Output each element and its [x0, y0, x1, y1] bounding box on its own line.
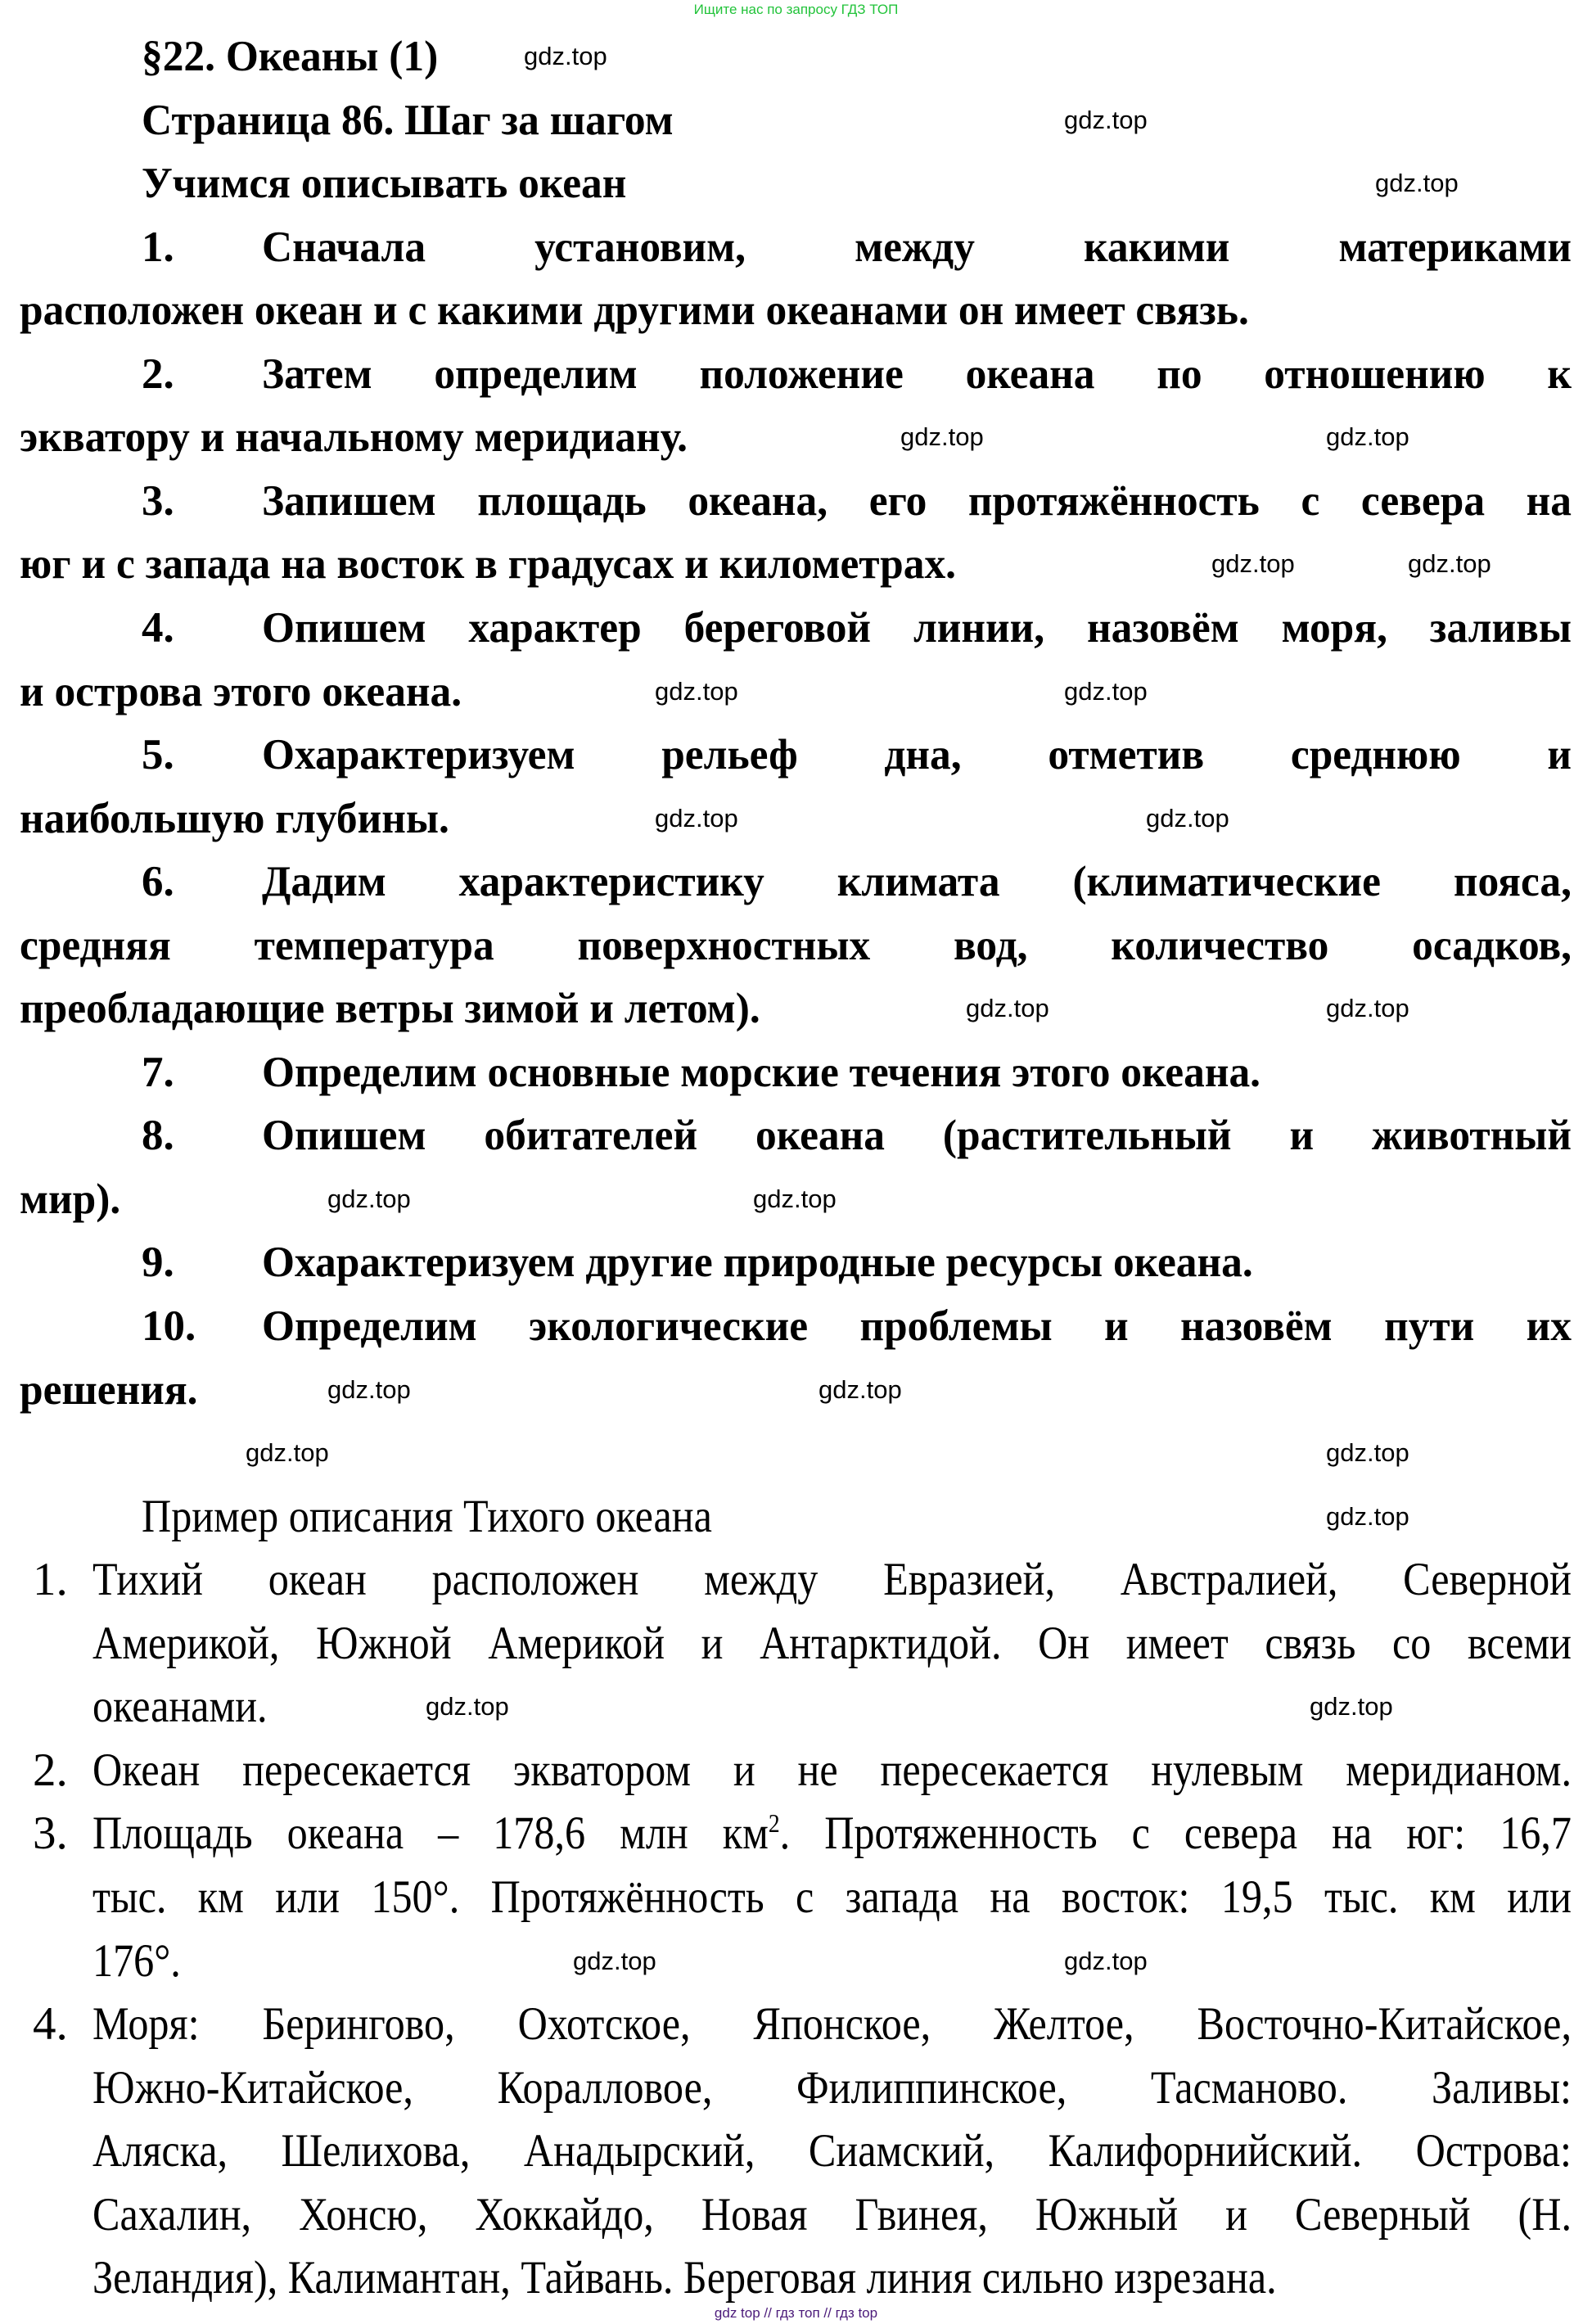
line-text: экватору и начальному меридиану.	[20, 413, 688, 462]
item-number: 6.	[142, 858, 174, 906]
item-number: 2.	[33, 1744, 68, 1796]
line-text: Определим экологические проблемы и назовём пути их	[262, 1302, 1572, 1350]
watermark: gdz.top	[524, 42, 607, 70]
watermark: gdz.top	[426, 1692, 509, 1722]
heading-line: Страница 86. Шаг за шагом	[142, 96, 674, 144]
line-text: Опишем обитателей океана (растительный и животный	[262, 1112, 1572, 1160]
line-text: мир).	[20, 1175, 121, 1223]
watermark: gdz.top	[1326, 994, 1409, 1023]
item-number: 1.	[142, 223, 174, 271]
watermark: gdz.top	[1326, 1438, 1409, 1468]
line-text: 176°.	[92, 1934, 181, 1987]
line-text: тыс. км или 150°. Протяжённость с запада на восток: 19,5 тыс. км или	[92, 1870, 1572, 1923]
item-number: 3.	[142, 476, 174, 525]
item-number: 7.	[142, 1048, 174, 1096]
superscript: 2	[768, 1809, 780, 1839]
watermark: gdz.top	[1064, 105, 1148, 134]
line-text: океанами.	[92, 1681, 268, 1733]
line-text: Сначала установим, между какими материками	[262, 223, 1572, 271]
line-text: Охарактеризуем рельеф дна, отметив среднюю и	[262, 731, 1572, 779]
line-text: и острова этого океана.	[20, 667, 462, 715]
footer-banner: gdz top // гдз топ // гдз top	[714, 2305, 878, 2321]
line-text: расположен океан и с какими другими океанами он имеет связь.	[20, 287, 1249, 335]
line-text: юг и с запада на восток в градусах и километрах.	[20, 540, 957, 589]
watermark: gdz.top	[1211, 549, 1295, 579]
line-text: наибольшую глубины.	[20, 794, 449, 842]
line-text: Моря: Берингово, Охотское, Японское, Желтое, Восточно-Китайское,	[92, 1998, 1572, 2051]
line-text: Зеландия), Калимантан, Тайвань. Береговая линия сильно изрезана.	[92, 2252, 1277, 2304]
watermark: gdz.top	[900, 422, 984, 452]
line-text: Океан пересекается экватором и не пересекается нулевым меридианом.	[92, 1744, 1572, 1796]
item-number: 10.	[142, 1302, 196, 1350]
watermark: gdz.top	[655, 676, 738, 706]
line-text: средняя температура поверхностных вод, количество осадков,	[20, 921, 1572, 969]
line-text	[92, 1805, 1572, 1862]
line-text-part: Площадь океана – 178,6 млн км	[92, 1807, 769, 1860]
watermark: gdz.top	[1326, 422, 1409, 452]
search-banner: Ищите нас по запросу ГДЗ ТОП	[693, 2, 899, 17]
item-number: 2.	[142, 350, 174, 398]
watermark: gdz.top	[1064, 676, 1148, 706]
line-text: Охарактеризуем другие природные ресурсы океана.	[262, 1239, 1253, 1287]
watermark: gdz.top	[753, 1184, 837, 1213]
watermark: gdz.top	[655, 803, 738, 833]
line-text: Дадим характеристику климата (климатические пояса,	[262, 858, 1572, 906]
item-number: 8.	[142, 1112, 174, 1160]
line-text: Тихий океан расположен между Евразией, Австралией, Северной	[92, 1554, 1572, 1606]
watermark: gdz.top	[1146, 803, 1229, 833]
line-text: решения.	[20, 1365, 198, 1414]
line-text: Запишем площадь океана, его протяжённость с севера на	[262, 476, 1572, 525]
watermark: gdz.top	[1408, 549, 1491, 579]
watermark: gdz.top	[1375, 169, 1459, 198]
line-text: Америкой, Южной Америкой и Антарктидой. Он имеет связь со всеми	[92, 1617, 1572, 1669]
watermark: gdz.top	[966, 994, 1049, 1023]
line-text: Аляска, Шелихова, Анадырский, Сиамский, Калифорнийский. Острова:	[92, 2125, 1572, 2177]
line-text: Определим основные морские течения этого океана.	[262, 1048, 1261, 1096]
heading-line: Учимся описывать океан	[142, 160, 627, 208]
item-number: 4.	[33, 1998, 68, 2051]
watermark: gdz.top	[246, 1438, 329, 1468]
watermark: gdz.top	[1326, 1501, 1409, 1531]
item-number: 5.	[142, 731, 174, 779]
watermark: gdz.top	[327, 1184, 411, 1213]
watermark: gdz.top	[1064, 1946, 1148, 1975]
item-number: 1.	[33, 1554, 68, 1606]
line-text-part: . Протяженность с севера на юг: 16,7	[779, 1807, 1572, 1860]
item-number: 4.	[142, 603, 174, 652]
watermark: gdz.top	[819, 1374, 902, 1404]
line-text: Затем определим положение океана по отношению к	[262, 350, 1572, 398]
item-number: 3.	[33, 1807, 68, 1860]
line-text: Опишем характер береговой линии, назовём моря, заливы	[262, 603, 1572, 652]
heading-line: §22. Океаны (1)	[142, 33, 439, 80]
heading-line: Пример описания Тихого океана	[142, 1490, 712, 1542]
item-number: 9.	[142, 1239, 174, 1287]
line-text: Южно-Китайское, Коралловое, Филиппинское, Тасманово. Заливы:	[92, 2061, 1572, 2114]
line-text: Сахалин, Хонсю, Хоккайдо, Новая Гвинея, Южный и Северный (Н.	[92, 2188, 1572, 2241]
watermark: gdz.top	[1310, 1692, 1393, 1722]
line-text: преобладающие ветры зимой и летом).	[20, 985, 760, 1033]
watermark: gdz.top	[327, 1374, 411, 1404]
watermark: gdz.top	[573, 1946, 656, 1975]
